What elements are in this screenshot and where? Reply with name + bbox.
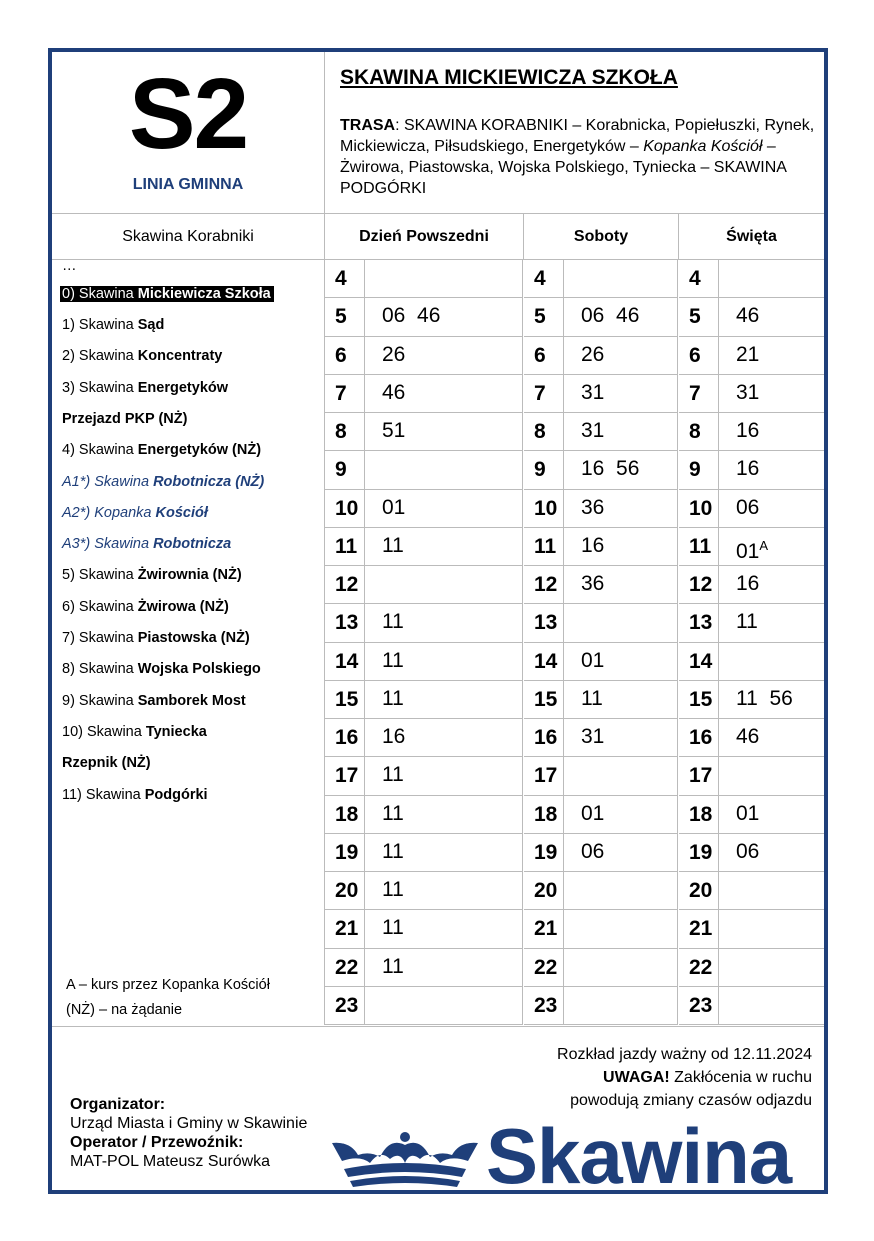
holiday-hour-cell: 9 <box>679 451 719 490</box>
saturday-minutes-cell <box>564 719 678 757</box>
saturday-minutes: 06 <box>581 840 605 863</box>
stop-item: 3) Skawina Energetyków <box>62 380 229 396</box>
saturday-minutes: 01 <box>581 649 605 672</box>
saturday-hour-cell: 17 <box>524 757 564 796</box>
direction: Skawina Korabniki <box>52 214 325 260</box>
saturday-hour-cell: 12 <box>524 566 564 604</box>
organizer-info <box>70 1095 307 1171</box>
stop-header <box>325 52 824 214</box>
holiday-minutes: 46 <box>736 725 760 748</box>
holiday-minutes-cell <box>719 681 824 719</box>
saturday-minutes: 31 <box>581 381 605 404</box>
saturday-minutes: 36 <box>581 496 605 519</box>
holiday-hour-cell: 20 <box>679 872 719 910</box>
saturday-minutes: 16 56 <box>581 457 640 480</box>
saturday-minutes-cell <box>564 872 678 910</box>
legend <box>66 973 270 1023</box>
holiday-minutes-cell <box>719 528 824 566</box>
weekday-minutes-cell <box>365 566 523 604</box>
weekday-minutes: 11 <box>382 610 404 633</box>
holiday-minutes: 16 <box>736 572 760 595</box>
stop-item: 6) Skawina Żwirowa (NŻ) <box>62 599 229 615</box>
weekday-minutes: 11 <box>382 878 404 901</box>
holiday-minutes-cell <box>719 298 824 337</box>
saturday-minutes-cell <box>564 260 678 298</box>
saturday-minutes: 06 46 <box>581 304 640 327</box>
holiday-hour-cell: 23 <box>679 987 719 1025</box>
legend-line-nz: (NŻ) – na żądanie <box>66 1002 183 1018</box>
weekday-minutes: 11 <box>382 840 404 863</box>
weekday-hour-cell: 12 <box>325 566 365 604</box>
weekday-hour-cell: 8 <box>325 413 365 451</box>
saturday-hour-cell: 23 <box>524 987 564 1025</box>
saturday-hour-cell: 15 <box>524 681 564 719</box>
weekday-minutes-cell <box>365 490 523 528</box>
saturday-minutes-cell <box>564 796 678 834</box>
weekday-hour-cell: 18 <box>325 796 365 834</box>
weekday-hour-cell: 23 <box>325 987 365 1025</box>
weekday-hour-cell: 15 <box>325 681 365 719</box>
saturday-minutes-cell <box>564 987 678 1025</box>
line-type: LINIA GMINNA <box>132 176 244 193</box>
saturday-hour-cell: 4 <box>524 260 564 298</box>
holiday-minutes: 11 56 <box>736 687 793 710</box>
weekday-hour-cell: 22 <box>325 949 365 987</box>
timetable-sheet <box>48 48 828 1200</box>
line-number: S2 <box>128 58 248 170</box>
holiday-minutes-cell <box>719 987 824 1025</box>
stop-item: 7) Skawina Piastowska (NŻ) <box>62 630 250 646</box>
weekday-minutes: 11 <box>382 649 404 672</box>
operator-label: Operator / Przewoźnik: <box>70 1134 244 1151</box>
holiday-hour-cell: 10 <box>679 490 719 528</box>
weekday-minutes-cell <box>365 872 523 910</box>
stop-item: 1) Skawina Sąd <box>62 317 165 333</box>
holiday-minutes-cell <box>719 872 824 910</box>
holiday-minutes: 06 <box>736 496 760 519</box>
stop-title: SKAWINA MICKIEWICZA SZKOŁA <box>340 66 678 89</box>
stop-list <box>52 260 325 1025</box>
weekday-minutes-cell <box>365 375 523 413</box>
course-mark: A <box>759 538 769 553</box>
holiday-minutes-cell <box>719 643 824 681</box>
saturday-hour-cell: 21 <box>524 910 564 949</box>
holiday-hour-cell: 14 <box>679 643 719 681</box>
route-part-3: – Żwirowa, Piastowska, Wojska Polskiego, Tyniecka – SKAWINA PODGÓRKI <box>340 138 787 197</box>
holiday-minutes-cell <box>719 949 824 987</box>
saturday-minutes-cell <box>564 490 678 528</box>
holiday-hour-cell: 19 <box>679 834 719 872</box>
saturday-minutes: 16 <box>581 534 605 557</box>
weekday-minutes-cell <box>365 451 523 490</box>
warning: UWAGA! Zakłócenia w ruchu <box>603 1069 812 1086</box>
holiday-minutes-cell <box>719 260 824 298</box>
holiday-hour-cell: 8 <box>679 413 719 451</box>
holiday-minutes-cell <box>719 337 824 375</box>
saturday-hour-cell: 7 <box>524 375 564 413</box>
holiday-hour-cell: 7 <box>679 375 719 413</box>
stop-item: 2) Skawina Koncentraty <box>62 348 223 364</box>
weekday-minutes-cell <box>365 337 523 375</box>
saturday-minutes-cell <box>564 375 678 413</box>
saturday-hour-cell: 18 <box>524 796 564 834</box>
holiday-minutes-cell <box>719 566 824 604</box>
holiday-minutes: 11 <box>736 610 758 633</box>
stop-item-current: 0) Skawina Mickiewicza Szkoła <box>60 286 274 302</box>
holiday-minutes: 31 <box>736 381 760 404</box>
weekday-minutes-cell <box>365 757 523 796</box>
route-label: TRASA <box>340 117 396 134</box>
saturday-hour-cell: 9 <box>524 451 564 490</box>
operator-name: MAT-POL Mateusz Surówka <box>70 1153 271 1170</box>
validity-note <box>557 1043 812 1112</box>
stop-item: 5) Skawina Żwirownia (NŻ) <box>62 567 242 583</box>
weekday-hour-cell: 5 <box>325 298 365 337</box>
stop-item: 4) Skawina Energetyków (NŻ) <box>62 442 262 458</box>
holiday-minutes-cell <box>719 796 824 834</box>
stop-item: … <box>62 258 77 274</box>
saturday-hour-cell: 8 <box>524 413 564 451</box>
legend-line-a: A – kurs przez Kopanka Kościół <box>66 977 270 993</box>
weekday-minutes: 51 <box>382 419 406 442</box>
saturday-minutes-cell <box>564 681 678 719</box>
weekday-hour-cell: 17 <box>325 757 365 796</box>
saturday-minutes: 11 <box>581 687 603 710</box>
holiday-hour-cell: 18 <box>679 796 719 834</box>
saturday-minutes-cell <box>564 757 678 796</box>
saturday-minutes: 31 <box>581 419 605 442</box>
saturday-hour-cell: 6 <box>524 337 564 375</box>
stop-item: 10) Skawina Tyniecka <box>62 724 207 740</box>
holiday-hour-cell: 16 <box>679 719 719 757</box>
saturday-minutes: 36 <box>581 572 605 595</box>
saturday-minutes: 26 <box>581 343 605 366</box>
weekday-hour-cell: 10 <box>325 490 365 528</box>
holiday-minutes-cell <box>719 719 824 757</box>
saturday-minutes-cell <box>564 337 678 375</box>
weekday-minutes-cell <box>365 413 523 451</box>
column-holiday: Święta <box>679 214 824 260</box>
weekday-minutes: 11 <box>382 802 404 825</box>
holiday-minutes-cell <box>719 834 824 872</box>
weekday-minutes: 16 <box>382 725 406 748</box>
holiday-minutes: 01 <box>736 802 760 825</box>
holiday-hour-cell: 21 <box>679 910 719 949</box>
warning-line-2: powodują zmiany czasów odjazdu <box>570 1092 812 1109</box>
weekday-minutes: 11 <box>382 687 404 710</box>
holiday-minutes: 06 <box>736 840 760 863</box>
footer <box>52 1026 824 1200</box>
saturday-hour-cell: 22 <box>524 949 564 987</box>
weekday-hour-cell: 21 <box>325 910 365 949</box>
weekday-minutes: 11 <box>382 955 404 978</box>
weekday-minutes-cell <box>365 260 523 298</box>
weekday-hour-cell: 14 <box>325 643 365 681</box>
saturday-minutes-cell <box>564 949 678 987</box>
weekday-hour-cell: 11 <box>325 528 365 566</box>
weekday-minutes-cell <box>365 834 523 872</box>
column-saturday: Soboty <box>524 214 679 260</box>
line-header <box>52 52 325 214</box>
saturday-hour-cell: 20 <box>524 872 564 910</box>
weekday-minutes-cell <box>365 298 523 337</box>
weekday-minutes: 11 <box>382 916 404 939</box>
weekday-minutes-cell <box>365 910 523 949</box>
column-weekday: Dzień Powszedni <box>325 214 524 260</box>
weekday-minutes: 06 46 <box>382 304 441 327</box>
stop-item: Rzepnik (NŻ) <box>62 755 151 771</box>
weekday-minutes-cell <box>365 987 523 1025</box>
holiday-minutes: 46 <box>736 304 760 327</box>
saturday-minutes-cell <box>564 643 678 681</box>
departure-grid <box>325 260 824 1025</box>
holiday-hour-cell: 17 <box>679 757 719 796</box>
holiday-minutes: 16 <box>736 457 760 480</box>
holiday-minutes: 01 <box>736 540 760 563</box>
holiday-minutes: 16 <box>736 419 760 442</box>
stop-item: 11) Skawina Podgórki <box>62 787 208 803</box>
stop-item: 8) Skawina Wojska Polskiego <box>62 661 261 677</box>
weekday-hour-cell: 9 <box>325 451 365 490</box>
holiday-hour-cell: 13 <box>679 604 719 643</box>
route-part-1: : SKAWINA KORABNIKI – Korabnicka, Popiełuszki, Rynek, Mickiewicza, Piłsudskiego, Energetyków – <box>340 117 815 155</box>
weekday-hour-cell: 13 <box>325 604 365 643</box>
saturday-hour-cell: 19 <box>524 834 564 872</box>
holiday-minutes: 21 <box>736 343 760 366</box>
stop-item: 9) Skawina Samborek Most <box>62 693 246 709</box>
holiday-minutes-cell <box>719 490 824 528</box>
saturday-minutes: 31 <box>581 725 605 748</box>
saturday-minutes-cell <box>564 528 678 566</box>
weekday-hour-cell: 16 <box>325 719 365 757</box>
organizer-label: Organizator: <box>70 1096 166 1113</box>
route-part-2: Kopanka Kościół <box>643 138 763 155</box>
weekday-minutes: 01 <box>382 496 406 519</box>
weekday-minutes-cell <box>365 604 523 643</box>
holiday-minutes-cell <box>719 910 824 949</box>
saturday-hour-cell: 14 <box>524 643 564 681</box>
weekday-minutes-cell <box>365 719 523 757</box>
stop-item: Przejazd PKP (NŻ) <box>62 411 188 427</box>
weekday-minutes-cell <box>365 681 523 719</box>
skawina-logo-text: Skawina <box>486 1112 792 1200</box>
valid-from: Rozkład jazdy ważny od 12.11.2024 <box>557 1046 812 1063</box>
weekday-hour-cell: 20 <box>325 872 365 910</box>
stop-item-variant: A2*) Kopanka Kościół <box>62 505 208 521</box>
holiday-hour-cell: 12 <box>679 566 719 604</box>
weekday-hour-cell: 6 <box>325 337 365 375</box>
saturday-minutes-cell <box>564 834 678 872</box>
holiday-hour-cell: 5 <box>679 298 719 337</box>
holiday-minutes-cell <box>719 413 824 451</box>
saturday-minutes-cell <box>564 566 678 604</box>
weekday-minutes-cell <box>365 796 523 834</box>
saturday-hour-cell: 13 <box>524 604 564 643</box>
weekday-minutes: 11 <box>382 763 404 786</box>
holiday-minutes-cell <box>719 604 824 643</box>
holiday-hour-cell: 15 <box>679 681 719 719</box>
weekday-minutes-cell <box>365 643 523 681</box>
holiday-hour-cell: 6 <box>679 337 719 375</box>
weekday-minutes: 26 <box>382 343 406 366</box>
weekday-minutes: 46 <box>382 381 406 404</box>
saturday-hour-cell: 16 <box>524 719 564 757</box>
weekday-minutes-cell <box>365 949 523 987</box>
holiday-minutes-cell <box>719 451 824 490</box>
weekday-hour-cell: 4 <box>325 260 365 298</box>
weekday-minutes: 11 <box>382 534 404 557</box>
stop-item-variant: A3*) Skawina Robotnicza <box>62 536 232 552</box>
saturday-minutes-cell <box>564 298 678 337</box>
weekday-hour-cell: 7 <box>325 375 365 413</box>
holiday-hour-cell: 11 <box>679 528 719 566</box>
saturday-hour-cell: 10 <box>524 490 564 528</box>
saturday-minutes-cell <box>564 413 678 451</box>
holiday-hour-cell: 22 <box>679 949 719 987</box>
weekday-hour-cell: 19 <box>325 834 365 872</box>
saturday-minutes-cell <box>564 451 678 490</box>
crown-logo-icon <box>330 1131 480 1189</box>
saturday-hour-cell: 5 <box>524 298 564 337</box>
organizer-name: Urząd Miasta i Gminy w Skawinie <box>70 1115 308 1132</box>
route-description <box>340 115 820 199</box>
holiday-hour-cell: 4 <box>679 260 719 298</box>
holiday-minutes-cell <box>719 375 824 413</box>
stop-item-variant: A1*) Skawina Robotnicza (NŻ) <box>62 474 265 490</box>
saturday-hour-cell: 11 <box>524 528 564 566</box>
saturday-minutes-cell <box>564 910 678 949</box>
saturday-minutes: 01 <box>581 802 605 825</box>
weekday-minutes-cell <box>365 528 523 566</box>
saturday-minutes-cell <box>564 604 678 643</box>
holiday-minutes-cell <box>719 757 824 796</box>
